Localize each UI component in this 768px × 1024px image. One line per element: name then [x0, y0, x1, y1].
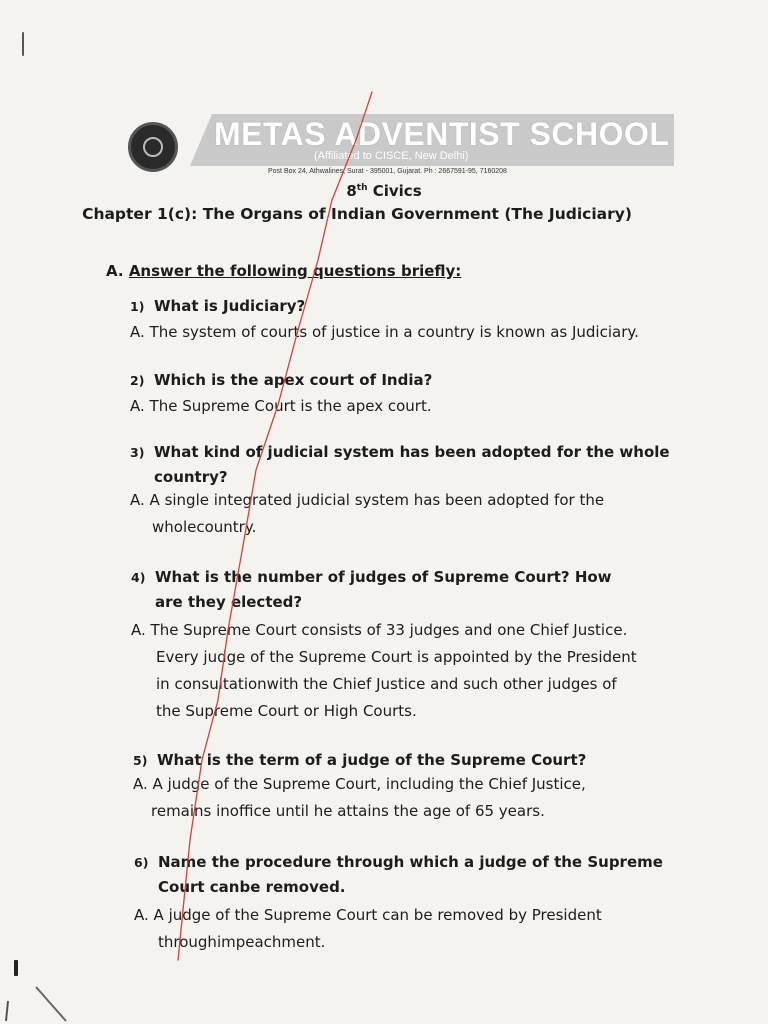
- answer-4: [131, 617, 637, 725]
- answer-line: A. A judge of the Supreme Court can be removed by President: [134, 906, 602, 924]
- subject-name: Civics: [367, 182, 422, 200]
- question-number: 2): [130, 373, 145, 388]
- answer-line: A. A single integrated judicial system has been adopted for the: [130, 491, 605, 509]
- question-line: country?: [154, 468, 228, 486]
- edge-mark: [22, 32, 24, 56]
- answer-line: remains inoffice until he attains the age of 65 years.: [151, 802, 545, 820]
- grade-subject: [0, 182, 768, 200]
- answer-line: A. The Supreme Court is the apex court.: [130, 397, 432, 415]
- answer-line: the Supreme Court or High Courts.: [156, 702, 417, 720]
- answer-line: Every judge of the Supreme Court is appointed by the President: [156, 648, 637, 666]
- school-affiliation: (Affiliated to CISCE, New Delhi): [314, 150, 469, 162]
- question-1: [130, 294, 305, 319]
- question-line: are they elected?: [155, 593, 303, 611]
- question-line: Court canbe removed.: [158, 878, 346, 896]
- edge-mark: [14, 960, 18, 976]
- answer-1: [130, 319, 639, 346]
- question-number: 1): [130, 299, 145, 314]
- school-address: Post Box 24, Athwalines, Surat - 395001, Gujarat. Ph : 2667591-95, 7160208: [268, 168, 507, 175]
- answer-line: in consultationwith the Chief Justice and such other judges of: [156, 675, 617, 693]
- question-line: What is the term of a judge of the Supreme Court?: [157, 751, 587, 769]
- question-3: [130, 440, 670, 489]
- answer-line: A. The system of courts of justice in a country is known as Judiciary.: [130, 323, 639, 341]
- answer-2: [130, 393, 432, 420]
- question-4: [131, 565, 612, 614]
- question-number: 6): [134, 855, 149, 870]
- question-line: What is Judiciary?: [154, 297, 306, 315]
- grade-suffix: th: [356, 183, 368, 193]
- question-number: 3): [130, 445, 145, 460]
- answer-5: [133, 771, 586, 825]
- question-line: What is the number of judges of Supreme Court? How: [155, 568, 612, 586]
- section-letter: A.: [106, 262, 124, 280]
- question-5: [133, 748, 586, 773]
- question-2: [130, 368, 432, 393]
- answer-line: throughimpeachment.: [158, 933, 326, 951]
- corner-crease: [0, 975, 80, 1024]
- grade-number: 8: [346, 182, 357, 200]
- question-line: What kind of judicial system has been adopted for the whole: [154, 443, 670, 461]
- answer-line: wholecountry.: [152, 518, 257, 536]
- school-logo-seal: [128, 122, 178, 172]
- answer-3: [130, 487, 604, 541]
- question-number: 5): [133, 753, 148, 768]
- answer-line: A. The Supreme Court consists of 33 judges and one Chief Justice.: [131, 621, 628, 639]
- answer-6: [134, 902, 602, 956]
- question-number: 4): [131, 570, 146, 585]
- question-6: [134, 850, 663, 899]
- section-heading: [106, 262, 461, 280]
- answer-line: A. A judge of the Supreme Court, including the Chief Justice,: [133, 775, 586, 793]
- question-line: Which is the apex court of India?: [154, 371, 433, 389]
- section-title: Answer the following questions briefly:: [128, 262, 462, 280]
- chapter-title: Chapter 1(c): The Organs of Indian Government (The Judiciary): [82, 205, 632, 223]
- question-line: Name the procedure through which a judge of the Supreme: [158, 853, 663, 871]
- school-name: METAS ADVENTIST SCHOOL: [214, 116, 670, 152]
